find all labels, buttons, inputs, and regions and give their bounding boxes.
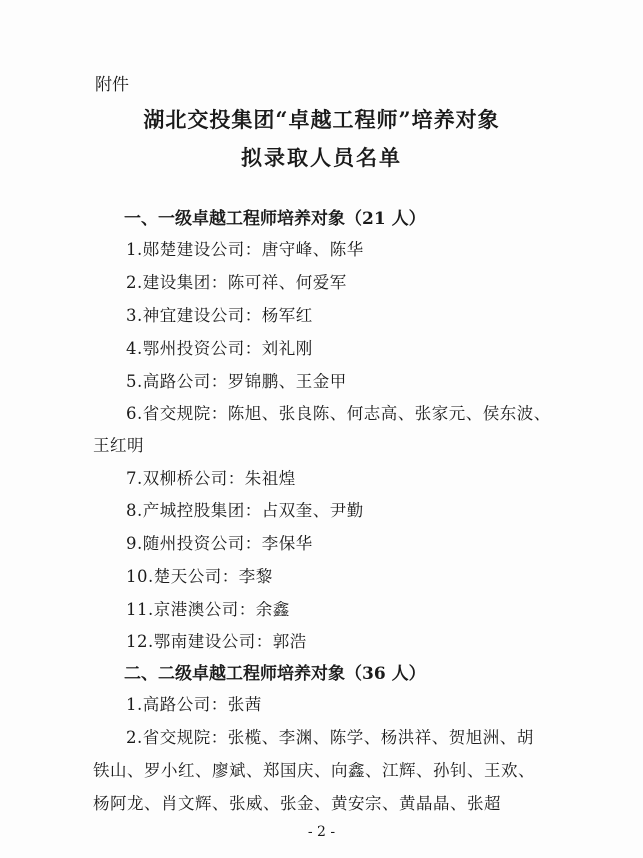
list-item: 2.省交规院：张榄、李渊、陈学、杨洪祥、贺旭洲、胡	[126, 728, 534, 747]
list-item: 5.高路公司：罗锦鹏、王金甲	[126, 372, 347, 391]
list-item-continuation: 杨阿龙、肖文辉、张威、张金、黄安宗、黄晶晶、张超	[93, 794, 501, 813]
list-item: 12.鄂南建设公司：郭浩	[126, 632, 307, 651]
list-item: 11.京港澳公司：余鑫	[126, 600, 290, 619]
list-item: 9.随州投资公司：李保华	[126, 534, 313, 553]
section-heading-level1: 一、一级卓越工程师培养对象（21 人）	[124, 209, 426, 229]
list-item: 10.楚天公司：李黎	[126, 567, 273, 586]
list-item: 1.郧楚建设公司：唐守峰、陈华	[126, 240, 364, 259]
list-item: 1.高路公司：张茜	[126, 695, 262, 714]
list-item: 3.神宜建设公司：杨军红	[126, 306, 313, 325]
document-title-line2: 拟录取人员名单	[241, 145, 402, 170]
list-item: 2.建设集团：陈可祥、何爱军	[126, 273, 347, 292]
list-item: 4.鄂州投资公司：刘礼刚	[126, 339, 313, 358]
document-title-line1: 湖北交投集团“卓越工程师”培养对象	[143, 107, 500, 132]
page-number: - 2 -	[307, 824, 336, 840]
list-item: 8.产城控股集团：占双奎、尹勤	[126, 501, 364, 520]
list-item-continuation: 王红明	[93, 436, 144, 455]
section-heading-level2: 二、二级卓越工程师培养对象（36 人）	[124, 664, 426, 684]
list-item-continuation: 铁山、罗小红、廖斌、郑国庆、向鑫、江辉、孙钊、王欢、	[93, 761, 535, 780]
list-item: 6.省交规院：陈旭、张良陈、何志高、张家元、侯东波、	[126, 404, 551, 423]
list-item: 7.双柳桥公司：朱祖煌	[126, 469, 296, 488]
attachment-label: 附件	[95, 75, 129, 95]
